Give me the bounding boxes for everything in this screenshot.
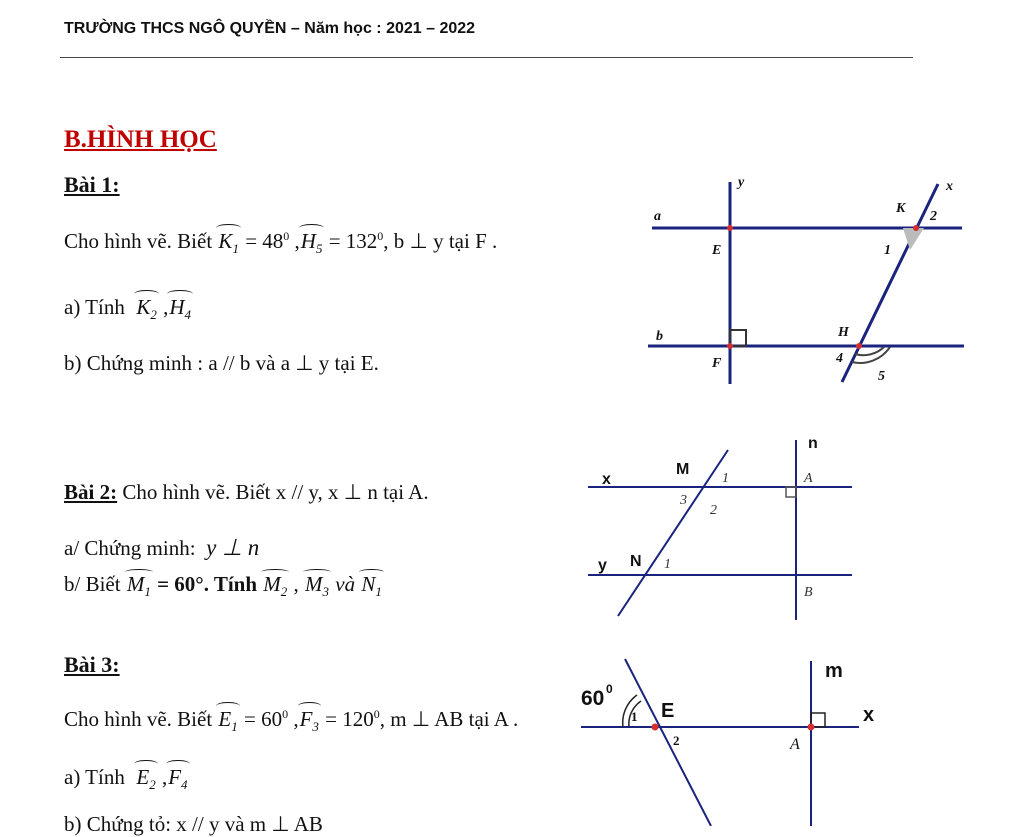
exercise-2-title: Bài 2: — [64, 480, 118, 504]
exercise-2-intro: Cho hình vẽ. Biết x // y, x ⊥ n tại A. — [122, 480, 429, 504]
exercise-1-part-b: b) Chứng minh : a // b và a ⊥ y tại E. — [64, 351, 379, 375]
svg-text:2: 2 — [673, 733, 680, 748]
svg-text:y: y — [598, 557, 607, 574]
svg-text:3: 3 — [680, 493, 687, 508]
svg-text:E: E — [712, 243, 722, 258]
svg-text:M: M — [676, 461, 690, 478]
exercise-1-part-a: a) Tính $K_2$ $,H_4$ — [64, 295, 192, 323]
svg-text:N: N — [630, 553, 642, 570]
exercise-3-part-b: b) Chứng tỏ: x // y và m ⊥ AB — [64, 812, 323, 836]
right-angle-a — [786, 487, 796, 497]
transversal — [618, 450, 728, 616]
svg-text:4: 4 — [836, 351, 843, 366]
header-divider — [60, 57, 913, 58]
svg-text:2: 2 — [930, 209, 937, 224]
exercise-3-part-a: a) Tính $E_2$ $,F_4$ — [64, 765, 188, 793]
svg-text:n: n — [808, 435, 818, 452]
svg-text:E: E — [661, 700, 675, 722]
svg-text:1: 1 — [884, 243, 891, 258]
svg-text:x: x — [863, 704, 875, 726]
exercise-1-figure — [640, 170, 970, 390]
svg-text:A: A — [790, 736, 800, 753]
exercise-1-h5-value: = 132 — [328, 229, 378, 253]
line-x — [842, 184, 938, 382]
svg-text:H: H — [838, 325, 849, 340]
svg-text:2: 2 — [710, 503, 717, 518]
svg-text:1: 1 — [722, 471, 729, 486]
svg-text:y: y — [738, 175, 745, 190]
exercise-3-intro: Cho hình vẽ. Biết — [64, 707, 213, 731]
exercise-2-part-a: a/ Chứng minh: y ⊥ n — [64, 535, 260, 560]
svg-text:x: x — [602, 471, 611, 488]
exercise-2-part-b: b/ Biết $M_1 = 60^\circ$. Tính $M_2$ , $M_3$ và $N_1$ — [64, 572, 382, 600]
right-angle-f — [730, 330, 746, 346]
svg-text:B: B — [804, 585, 813, 600]
transversal — [625, 659, 711, 826]
exercise-1-perp: , b ⊥ y tại F . — [383, 229, 498, 253]
svg-text:1: 1 — [631, 709, 638, 724]
svg-text:5: 5 — [878, 369, 885, 384]
svg-text:a: a — [654, 209, 661, 224]
svg-text:K: K — [896, 201, 906, 216]
svg-text:F: F — [712, 356, 722, 371]
exercise-2-figure — [580, 432, 860, 627]
svg-text:1: 1 — [664, 557, 671, 572]
exercise-3-figure — [575, 655, 900, 826]
exercise-2-given — [64, 480, 429, 505]
svg-text:60: 60 — [581, 687, 605, 710]
svg-text:b: b — [656, 329, 663, 344]
section-title: B.HÌNH HỌC — [64, 126, 217, 153]
svg-text:A: A — [804, 471, 813, 486]
page-header: TRƯỜNG THCS NGÔ QUYỀN – Năm học : 2021 – 2022 — [64, 20, 476, 37]
svg-text:0: 0 — [606, 682, 613, 696]
exercise-1-title: Bài 1: — [64, 172, 120, 197]
svg-text:m: m — [825, 660, 843, 682]
exercise-3-given: Cho hình vẽ. Biết $E_1 = 60^0$ $,F_3 = 120^0$, m ⊥ AB tại A . — [64, 707, 519, 735]
exercise-1-given: Cho hình vẽ. Biết $K_1 = 48^0$ $,H_5 = 132^0$, b ⊥ y tại F . — [64, 229, 498, 257]
exercise-3-title: Bài 3: — [64, 652, 120, 677]
svg-text:x: x — [946, 179, 953, 194]
exercise-1-intro: Cho hình vẽ. Biết — [64, 229, 213, 253]
exercise-1-k1-value: = 48 — [245, 229, 284, 253]
